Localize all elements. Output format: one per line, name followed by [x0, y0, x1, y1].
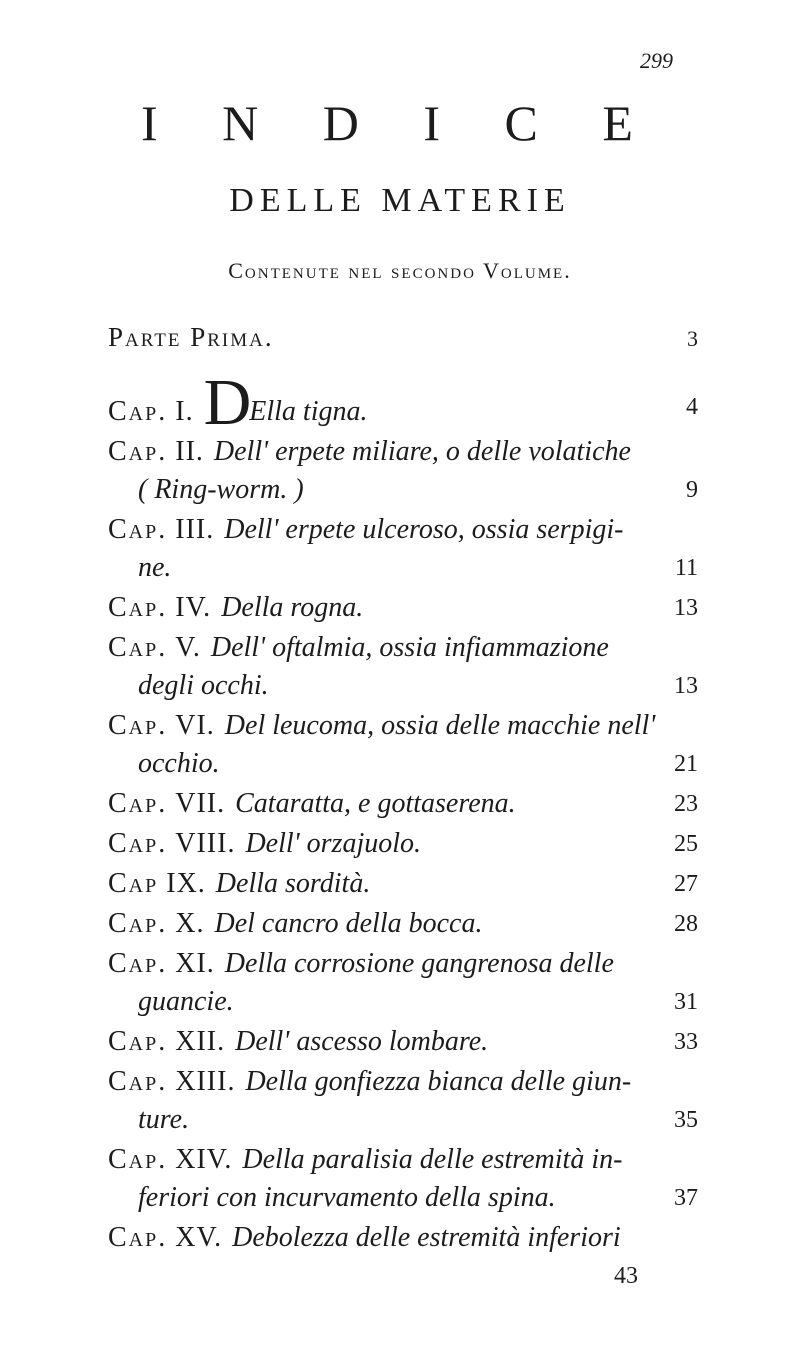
toc-entry-line: [108, 707, 698, 745]
chapter-label: Cap: [108, 868, 159, 899]
chapter-number: III.: [175, 514, 215, 545]
toc-entry: [108, 1023, 698, 1061]
chapter-page: 4: [686, 394, 698, 420]
part-label: Parte Prima.: [108, 322, 274, 352]
toc-entry-line: [108, 433, 698, 471]
toc-entry: [108, 785, 698, 823]
part-page: 3: [687, 326, 698, 351]
chapter-title: Dell' orzajuolo.: [245, 828, 421, 859]
chapter-label: Cap.: [108, 1066, 168, 1097]
toc-entry: [108, 1219, 698, 1295]
chapter-title: feriori con incurvamento della spina.: [138, 1182, 556, 1213]
toc-entry-line: [108, 983, 698, 1021]
chapter-label: Cap.: [108, 396, 168, 427]
toc-entry: [108, 1141, 698, 1217]
volume-line: Contenute nel secondo Volume.: [228, 258, 572, 283]
chapter-title: Della gonfiezza bianca delle giun-: [245, 1066, 632, 1097]
chapter-page: 35: [674, 1107, 698, 1133]
chapter-label: Cap.: [108, 828, 168, 859]
chapter-label: Cap.: [108, 710, 168, 741]
chapter-page: 37: [674, 1185, 698, 1211]
toc-entry-line: [108, 549, 698, 587]
chapter-title: Dell' ascesso lombare.: [235, 1026, 489, 1057]
index-subtitle: DELLE MATERIE: [229, 182, 571, 219]
toc-entry-line: [108, 629, 698, 667]
chapter-title: Debolezza delle estremità inferiori: [232, 1222, 621, 1253]
chapter-title: Dell' erpete miliare, o delle volatiche: [213, 436, 631, 467]
chapter-title: degli occhi.: [138, 670, 269, 701]
chapter-label: Cap.: [108, 948, 168, 979]
chapter-title: Dell' erpete ulceroso, ossia serpigi-: [224, 514, 624, 545]
chapter-title: ( Ring-worm. ): [138, 474, 304, 505]
toc-entry-line: [108, 471, 698, 509]
toc-entry-line: [108, 1023, 698, 1061]
toc-entry-line: [108, 1219, 698, 1257]
chapter-page: 21: [674, 751, 698, 777]
chapter-title: Della rogna.: [221, 592, 364, 623]
chapter-label: Cap.: [108, 1222, 168, 1253]
toc-entry: [108, 707, 698, 783]
toc-entry: [108, 865, 698, 903]
toc-entry: [108, 589, 698, 627]
chapter-number: XV.: [175, 1222, 223, 1253]
toc-entry: [108, 366, 698, 439]
chapter-title: Della corrosione gangrenosa delle: [224, 948, 614, 979]
chapter-number: XIV.: [175, 1144, 233, 1175]
chapter-title: Cataratta, e gottaserena.: [235, 788, 516, 819]
toc-entry-line: [108, 1179, 698, 1217]
toc-entry-line: [108, 667, 698, 705]
toc-entry: [108, 825, 698, 863]
chapter-label: Cap.: [108, 908, 168, 939]
chapter-number: VII.: [175, 788, 226, 819]
chapter-label: Cap.: [108, 592, 168, 623]
chapter-page: 23: [674, 791, 698, 817]
chapter-label: Cap.: [108, 514, 168, 545]
chapter-label: Cap.: [108, 1144, 168, 1175]
chapter-label: Cap.: [108, 632, 168, 663]
chapter-title: ne.: [138, 552, 172, 583]
toc-entry-line: [108, 1101, 698, 1139]
chapter-title: Della paralisia delle estremità in-: [242, 1144, 623, 1175]
toc-entry: [108, 945, 698, 1021]
chapter-page: 31: [674, 989, 698, 1015]
chapter-title: Del cancro della bocca.: [214, 908, 483, 939]
chapter-title: guancie.: [138, 986, 234, 1017]
chapter-page: 43: [614, 1263, 638, 1289]
toc-entry-line: [108, 511, 698, 549]
chapter-number: X.: [175, 908, 205, 939]
toc-entry-line: [108, 825, 698, 863]
page-number: 299: [640, 48, 673, 73]
chapter-number: VI.: [175, 710, 215, 741]
index-title: I N D I C E: [141, 95, 659, 151]
toc-entry: [108, 511, 698, 587]
chapter-title: ture.: [138, 1104, 190, 1135]
chapter-page: 13: [674, 673, 698, 699]
chapter-page: 33: [674, 1029, 698, 1055]
toc-entry: [108, 629, 698, 705]
toc-entry-line: [108, 589, 698, 627]
chapter-title: Ella tigna.: [249, 396, 368, 427]
chapter-number: VIII.: [175, 828, 236, 859]
toc-entry-line: [108, 865, 698, 903]
chapter-page: 27: [674, 871, 698, 897]
chapter-label: Cap.: [108, 436, 168, 467]
chapter-title: Del leucoma, ossia delle macchie nell': [224, 710, 656, 741]
toc-entry-line: [108, 745, 698, 783]
chapter-number: XI.: [175, 948, 215, 979]
chapter-label: Cap.: [108, 788, 168, 819]
toc-entry-line: [108, 366, 698, 439]
toc-entry: [108, 433, 698, 509]
chapter-page: 25: [674, 831, 698, 857]
toc-entry-line: [108, 1063, 698, 1101]
chapter-page: 9: [686, 477, 698, 503]
table-of-contents: [108, 366, 698, 1297]
drop-cap: D: [203, 366, 252, 439]
chapter-title: Della sordità.: [215, 868, 371, 899]
chapter-title: Dell' oftalmia, ossia infiammazione: [210, 632, 609, 663]
toc-entry-line: [108, 945, 698, 983]
toc-entry-line: [108, 785, 698, 823]
chapter-number: XII.: [175, 1026, 226, 1057]
chapter-number: XIII.: [175, 1066, 236, 1097]
chapter-number: I.: [175, 396, 194, 427]
toc-entry: [108, 1063, 698, 1139]
toc-entry: [108, 905, 698, 943]
part-heading: [108, 322, 698, 353]
chapter-number: V.: [175, 632, 201, 663]
chapter-page: 13: [674, 595, 698, 621]
toc-entry-line: [108, 905, 698, 943]
toc-entry-line: [108, 1141, 698, 1179]
chapter-number: II.: [175, 436, 204, 467]
chapter-title: occhio.: [138, 748, 220, 779]
chapter-page: 11: [674, 555, 698, 581]
chapter-page: 28: [674, 911, 698, 937]
chapter-number: IX.: [166, 868, 206, 899]
chapter-label: Cap.: [108, 1026, 168, 1057]
chapter-number: IV.: [175, 592, 212, 623]
